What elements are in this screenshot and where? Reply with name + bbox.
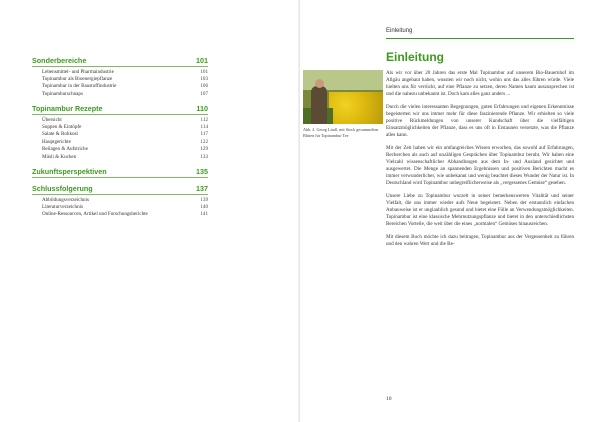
toc-entry-page: 112 [200,116,208,123]
photo-flower-field [329,92,383,124]
photo-figure [303,70,383,124]
toc-entry-label: Übersicht [42,116,62,123]
toc-entry-page: 103 [200,75,208,82]
photo-caption: Abb. 2. Georg Lindl, mit Stock gesammelten Blüten für Topinambur Tee [303,127,379,138]
toc-entry-label: Hauptgerichte [42,138,71,145]
toc-entry[interactable] [32,124,208,131]
toc-entry-label: Abbildungsverzeichnis [42,196,89,203]
table-of-contents [32,56,208,225]
body-text [386,70,574,254]
toc-entry-page: 133 [200,153,208,160]
toc-section-heading[interactable] [32,167,208,178]
toc-entry[interactable] [32,197,208,204]
running-head: Einleitung [386,28,574,39]
toc-entry[interactable] [32,91,208,98]
toc-entry[interactable] [32,69,208,76]
toc-entry[interactable] [32,117,208,124]
toc-entry-page: 101 [200,68,208,75]
toc-section [32,104,208,161]
toc-section-page: 135 [196,167,208,177]
toc-entry-page: 117 [200,131,208,138]
toc-section [32,56,208,98]
toc-section-page: 137 [196,184,208,194]
toc-entry[interactable] [32,204,208,211]
paragraph: Als wir vor über 20 Jahren das erste Mal Topinambur auf unserem Bio-Bauernhof im Allgäu angebaut haben, wussten wir noch nicht, wohin uns das alles führen würde. Viele hielten uns für verrückt, auf eine Pflanze zu setzen, deren Namen kaum auszusprechen ist und die nahezu unbekannt ist. Doch kam alles ganz anders ... [386,70,574,97]
paragraph: Mit der Zeit haben wir ein umfangreiches Wissen erworben, das sowohl auf Erfahrungen, Recherchen als auch auf unzähligen Gesprächen über Topinambur beruht. Wir haben eine Vielzahl wissenschaftlicher Abhandlungen aus dem In- und Ausland gesichtet und ausgewertet. Die Menge an spannenden Ergebnissen und positiven Berichten macht es immer verwunderlicher, wie unbekannt und wenig beachtet dieses Wunder der Natur ist. In Deutschland wird Topinambur unbegreiflicherweise als „vergessenes Gemüse“ gesehen. [386,145,574,186]
toc-entry[interactable] [32,83,208,90]
toc-entry-label: Beilagen & Aufstriche [42,146,88,153]
toc-entry-page: 107 [200,90,208,97]
toc-section [32,184,208,219]
toc-section [32,167,208,178]
chapter-title: Einleitung [386,50,444,64]
paragraph: Unsere Liebe zu Topinambur wurzelt in seiner bemerkenswerten Vitalität und seiner Vielfalt, die uns immer wieder aufs Neue begeistert. Neben der erstaunlich einfachen Anbauweise ist er unglaublich gesund und bietet eine Fülle an Verwendungsmöglichkeiten. Topinambur ist eine klassische Mehrnutzungspflanze und bietet in den unterschiedlichsten Bereichen Vorteile, die weit über die eines „normalen“ Gemüses hinausreichen. [386,193,574,227]
toc-entry[interactable] [32,131,208,138]
toc-entry-page: 140 [200,203,208,210]
toc-section-title: Zukunftsperspektiven [32,167,107,177]
toc-entry-page: 114 [200,124,208,131]
photo-person-head [315,79,324,88]
toc-section-page: 110 [196,104,208,114]
toc-entry-label: Online-Ressourcen, Artikel und Forschungsberichte [42,211,148,218]
toc-entry-label: Topinambur in der Baustoffindustrie [42,83,117,90]
toc-entry-label: Suppen & Eintöpfe [42,124,82,131]
toc-entry-label: Müsli & Kuchen [42,153,77,160]
toc-entry[interactable] [32,146,208,153]
toc-section-heading[interactable] [32,184,208,195]
toc-section-heading[interactable] [32,56,208,67]
toc-entry-label: Topinambur als Bioenergiepflanze [42,75,113,82]
toc-entry-label: Salate & Rohkost [42,131,78,138]
toc-entry-page: 141 [200,211,208,218]
toc-section-page: 101 [196,56,208,65]
paragraph: Mit diesem Buch möchte ich dazu beitragen, Topinambur aus der Vergessenheit zu führen und den wahren Wert und die Be- [386,234,574,247]
toc-section-title: Schlussfolgerung [32,184,93,194]
paragraph: Durch die vielen interessanten Begegnungen, guten Erfahrungen und eigenen Erkenntnisse begeisterten wir uns immer mehr für diese faszinierende Pflanze. Wir erhielten so viele positive Rückmeldungen von unserer Kundschaft über die vielfältigen Einsatzmöglichkeiten der Pflanze, dass es uns oft in Erstaunen versetzte, was die Pflanze alles kann. [386,104,574,138]
toc-entry-label: Literaturverzeichnis [42,203,84,210]
toc-entry[interactable] [32,211,208,218]
toc-entry-page: 122 [200,138,208,145]
toc-entry-page: 139 [200,196,208,203]
toc-entry-label: Lebensmittel- und Pharmaindustrie [42,68,114,75]
toc-entry-page: 129 [200,146,208,153]
toc-section-heading[interactable] [32,104,208,115]
toc-entry-label: Topinamburschnaps [42,90,83,97]
toc-entry[interactable] [32,154,208,161]
page-number: 10 [386,396,392,402]
toc-entry-page: 106 [200,83,208,90]
toc-section-title: Topinambur Rezepte [32,104,103,114]
photo-person [311,86,327,124]
toc-section-title: Sonderbereiche [32,56,87,65]
